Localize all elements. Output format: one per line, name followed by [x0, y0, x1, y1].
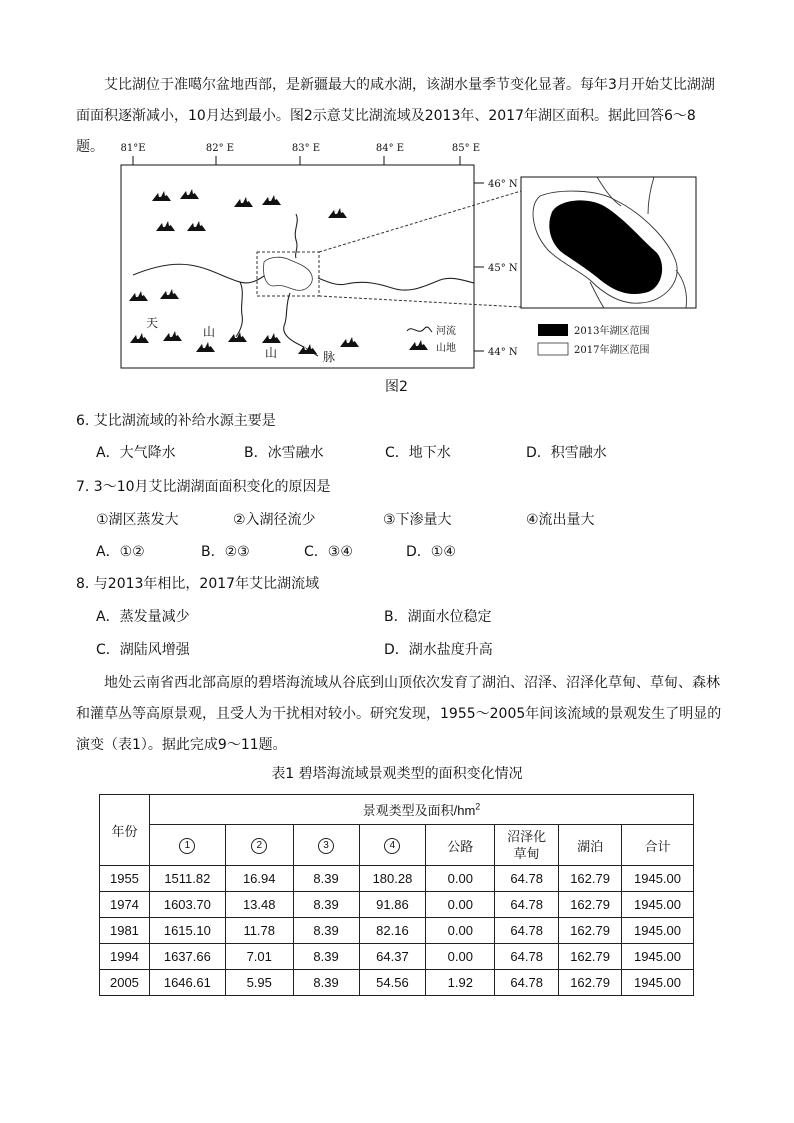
table-cell: 1955	[100, 866, 150, 892]
table-cell: 162.79	[559, 866, 622, 892]
table-cell: 8.39	[293, 892, 359, 918]
table-cell: 1974	[100, 892, 150, 918]
lat-label-45: 45° N	[488, 263, 518, 274]
lon-label-82: 82° E	[205, 143, 235, 154]
table-col-header-marsh-meadow	[495, 825, 559, 866]
table-cell: 64.37	[359, 944, 426, 970]
table-cell: 1511.82	[149, 866, 225, 892]
table-col-header-lake: 湖泊	[559, 825, 622, 866]
table-cell: 1981	[100, 918, 150, 944]
lon-label-83: 83° E	[291, 143, 321, 154]
map-text-shan-1: 山	[203, 325, 216, 339]
table-cell: 8.39	[293, 944, 359, 970]
table-col-header-total: 合计	[622, 825, 694, 866]
marsh-meadow-text: 沼泽化草甸	[507, 829, 547, 861]
table-cell: 64.78	[495, 970, 559, 996]
table-cell: 2005	[100, 970, 150, 996]
table-cell: 1945.00	[622, 892, 694, 918]
question-7-option-a: A．①②	[96, 544, 145, 560]
question-6-stem: 6. 艾比湖流域的补给水源主要是	[76, 413, 276, 429]
table-cell: 54.56	[359, 970, 426, 996]
table-cell: 8.39	[293, 866, 359, 892]
question-7-statement-1: ①湖区蒸发大	[96, 512, 179, 528]
question-8-option-c: C．湖陆风增强	[96, 642, 190, 658]
table-cell: 82.16	[359, 918, 426, 944]
question-6-option-d: D．积雪融水	[526, 445, 607, 461]
table-cell: 162.79	[559, 970, 622, 996]
legend-2017-label: 2017年湖区范围	[574, 345, 650, 356]
table-cell: 1945.00	[622, 918, 694, 944]
table-col-header-3	[293, 825, 359, 866]
legend-2013-swatch	[538, 324, 568, 336]
table-cell: 162.79	[559, 918, 622, 944]
question-8-stem: 8. 与2013年相比，2017年艾比湖流域	[76, 576, 320, 592]
table-cell: 13.48	[225, 892, 293, 918]
legend-2017-swatch	[538, 343, 568, 355]
lat-label-46: 46° N	[488, 179, 518, 190]
table-row	[100, 866, 694, 892]
table-cell: 7.01	[225, 944, 293, 970]
lake-small	[263, 257, 312, 290]
table-header-group-sup: 2	[475, 801, 481, 812]
table-cell: 1646.61	[149, 970, 225, 996]
table-cell: 0.00	[426, 892, 495, 918]
table-cell: 0.00	[426, 918, 495, 944]
figure-2-map	[0, 138, 794, 400]
table-cell: 1945.00	[622, 866, 694, 892]
table-cell: 1994	[100, 944, 150, 970]
table-cell: 64.78	[495, 918, 559, 944]
table-col-header-road: 公路	[426, 825, 495, 866]
legend-river-label: 河流	[436, 326, 456, 337]
table-row	[100, 970, 694, 996]
table-cell: 64.78	[495, 944, 559, 970]
table-header-group	[149, 795, 693, 825]
question-8-option-d: D．湖水盐度升高	[384, 642, 493, 658]
question-7-statement-3: ③下渗量大	[383, 512, 452, 528]
table-row	[100, 892, 694, 918]
circled-1: 1	[179, 838, 195, 854]
table-cell: 0.00	[426, 944, 495, 970]
table-cell: 11.78	[225, 918, 293, 944]
table-row	[100, 944, 694, 970]
table-cell: 8.39	[293, 970, 359, 996]
table-cell: 162.79	[559, 944, 622, 970]
table-cell: 91.86	[359, 892, 426, 918]
circled-4: 4	[384, 838, 400, 854]
table-row	[100, 918, 694, 944]
table-col-header-2	[225, 825, 293, 866]
legend-mountain-label: 山地	[436, 343, 456, 354]
question-7-statement-2: ②入湖径流少	[233, 512, 316, 528]
map-text-mai: 脉	[323, 350, 336, 364]
map-text-tian: 天	[146, 316, 159, 330]
table-cell: 1637.66	[149, 944, 225, 970]
question-6-option-a: A．大气降水	[96, 445, 176, 461]
table-cell: 0.00	[426, 866, 495, 892]
table-cell: 5.95	[225, 970, 293, 996]
mountain-symbols	[129, 189, 359, 354]
table-cell: 8.39	[293, 918, 359, 944]
table-cell: 1.92	[426, 970, 495, 996]
passage-2-text: 地处云南省西北部高原的碧塔海流域从谷底到山顶依次发育了湖泊、沼泽、沼泽化草甸、草甸、森林和灌草丛等高原景观，且受人为干扰相对较小。研究发现，1955～2005年间该流域的景观发生了明显的演变（表1）。据此完成9～11题。	[76, 675, 722, 753]
circled-2: 2	[251, 838, 267, 854]
map-text-shan-2: 山	[265, 346, 278, 360]
question-6-option-c: C．地下水	[385, 445, 451, 461]
question-6-option-b: B．冰雪融水	[244, 445, 324, 461]
table-cell: 16.94	[225, 866, 293, 892]
table-cell: 64.78	[495, 892, 559, 918]
table-col-header-4	[359, 825, 426, 866]
legend-river-symbol	[407, 327, 432, 332]
lat-label-44: 44° N	[488, 347, 518, 358]
table-cell: 1615.10	[149, 918, 225, 944]
table-cell: 1603.70	[149, 892, 225, 918]
table-header-group-text: 景观类型及面积/hm	[362, 803, 476, 818]
lon-label-84: 84° E	[375, 143, 405, 154]
table-col-header-1	[149, 825, 225, 866]
question-8-option-b: B．湖面水位稳定	[384, 609, 492, 625]
table-header-year: 年份	[100, 795, 150, 866]
passage-2	[76, 668, 722, 761]
circled-3: 3	[318, 838, 334, 854]
question-7-statement-4: ④流出量大	[526, 512, 595, 528]
figure-caption: 图2	[385, 379, 408, 395]
lake-2013-area	[549, 200, 662, 294]
table-1	[99, 794, 694, 996]
question-7-option-b: B．②③	[201, 544, 250, 560]
passage-1-text: 艾比湖位于准噶尔盆地西部，是新疆最大的咸水湖，该湖水量季节变化显著。每年3月开始艾比湖湖面面积逐渐减小，10月达到最小。图2示意艾比湖流域及2013年、2017年湖区面积。据此回答6～8题。	[76, 77, 715, 155]
question-7-option-c: C．③④	[304, 544, 353, 560]
table-cell: 180.28	[359, 866, 426, 892]
table-cell: 1945.00	[622, 944, 694, 970]
question-8-option-a: A．蒸发量减少	[96, 609, 190, 625]
table-cell: 1945.00	[622, 970, 694, 996]
table-cell: 64.78	[495, 866, 559, 892]
table-cell: 162.79	[559, 892, 622, 918]
lon-label-81: 81°E	[120, 143, 146, 154]
question-7-option-d: D．①④	[406, 544, 456, 560]
legend-2013-label: 2013年湖区范围	[574, 326, 650, 337]
lon-label-85: 85° E	[451, 143, 481, 154]
table-body	[100, 866, 694, 996]
table-1-caption: 表1 碧塔海流域景观类型的面积变化情况	[271, 766, 523, 782]
legend-mountain-symbol	[409, 340, 428, 350]
question-7-stem: 7. 3～10月艾比湖湖面面积变化的原因是	[76, 479, 331, 495]
